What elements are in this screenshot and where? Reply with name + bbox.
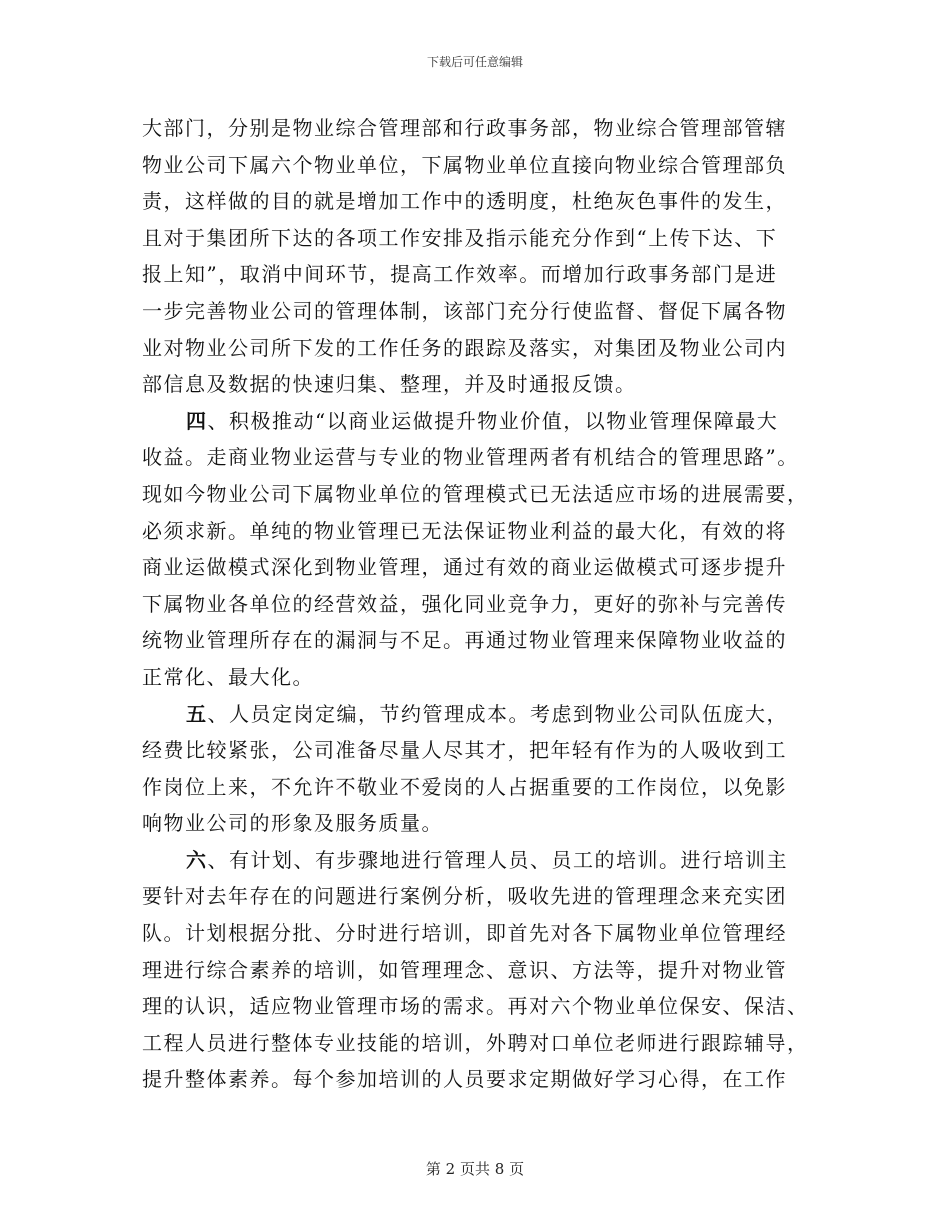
item-heading-text: 、人员定岗定编，节约管理成本。考虑到物业公司队伍庞大， <box>207 701 788 726</box>
text-line: 理进行综合素养的培训，如管理理念、意识、方法等，提升对物业管 <box>142 957 787 982</box>
item-number: 四 <box>186 408 208 433</box>
text-line: 下属物业各单位的经营效益，强化同业竞争力，更好的弥补与完善传 <box>142 591 787 616</box>
text-line: 一步完善物业公司的管理体制，该部门充分行使监督、督促下属各物 <box>142 298 787 323</box>
text-line: 现如今物业公司下属物业单位的管理模式已无法适应市场的进展需要， <box>142 481 809 506</box>
item-number: 五 <box>186 701 208 726</box>
item-heading-text: 、积极推动“以商业运做提升物业价值，以物业管理保障最大 <box>207 408 779 433</box>
text-line: 提升整体素养。每个参加培训的人员要求定期做好学习心得，在工作 <box>142 1067 787 1092</box>
text-line: 收益。走商业物业运营与专业的物业管理两者有机结合的管理思路”。 <box>142 445 799 470</box>
text-line: 必须求新。单纯的物业管理已无法保证物业利益的最大化，有效的将 <box>142 518 787 543</box>
paragraph-item-four <box>142 403 812 696</box>
text-line: 商业运做模式深化到物业管理，通过有效的商业运做模式可逐步提升 <box>142 555 787 580</box>
document-body <box>142 110 812 1098</box>
text-line: 经费比较紧张，公司准备尽量人尽其才，把年轻有作为的人吸收到工 <box>142 738 787 763</box>
text-line: 响物业公司的形象及服务质量。 <box>142 811 443 836</box>
paragraph-departments <box>142 110 812 403</box>
text-line: 队。计划根据分批、分时进行培训，即首先对各下属物业单位管理经 <box>142 921 787 946</box>
text-line-first <box>142 842 812 879</box>
text-line: 作岗位上来，不允许不敬业不爱岗的人占据重要的工作岗位，以免影 <box>142 774 787 799</box>
text-line: 物业公司下属六个物业单位，下属物业单位直接向物业综合管理部负 <box>142 152 787 177</box>
text-line: 业对物业公司所下发的工作任务的跟踪及落实，对集团及物业公司内 <box>142 335 787 360</box>
paragraph-item-five <box>142 696 812 842</box>
text-line: 理的认识，适应物业管理市场的需求。再对六个物业单位保安、保洁、 <box>142 994 809 1019</box>
page-header-note: 下载后可任意编辑 <box>426 55 523 69</box>
text-line: 责，这样做的目的就是增加工作中的透明度，杜绝灰色事件的发生， <box>142 189 787 214</box>
text-line: 报上知”，取消中间环节，提高工作效率。而增加行政事务部门是进 <box>142 262 778 287</box>
item-number: 六 <box>186 847 208 872</box>
text-line: 要针对去年存在的问题进行案例分析，吸收先进的管理理念来充实团 <box>142 884 787 909</box>
page-number: 第 2 页共 8 页 <box>425 1160 525 1178</box>
text-line: 大部门，分别是物业综合管理部和行政事务部，物业综合管理部管辖 <box>142 116 787 140</box>
text-line: 正常化、最大化。 <box>142 664 314 689</box>
text-line: 统物业管理所存在的漏洞与不足。再通过物业管理来保障物业收益的 <box>142 628 787 653</box>
text-line: 且对于集团所下达的各项工作安排及指示能充分作到“上传下达、下 <box>142 225 778 250</box>
text-line: 部信息及数据的快速归集、整理，并及时通报反馈。 <box>142 372 637 397</box>
text-line-first <box>142 696 812 733</box>
text-line: 工程人员进行整体专业技能的培训，外聘对口单位老师进行跟踪辅导， <box>142 1030 809 1055</box>
item-heading-text: 、有计划、有步骤地进行管理人员、员工的培训。进行培训主 <box>207 847 788 872</box>
text-line-first <box>142 403 812 440</box>
paragraph-item-six <box>142 842 812 1098</box>
